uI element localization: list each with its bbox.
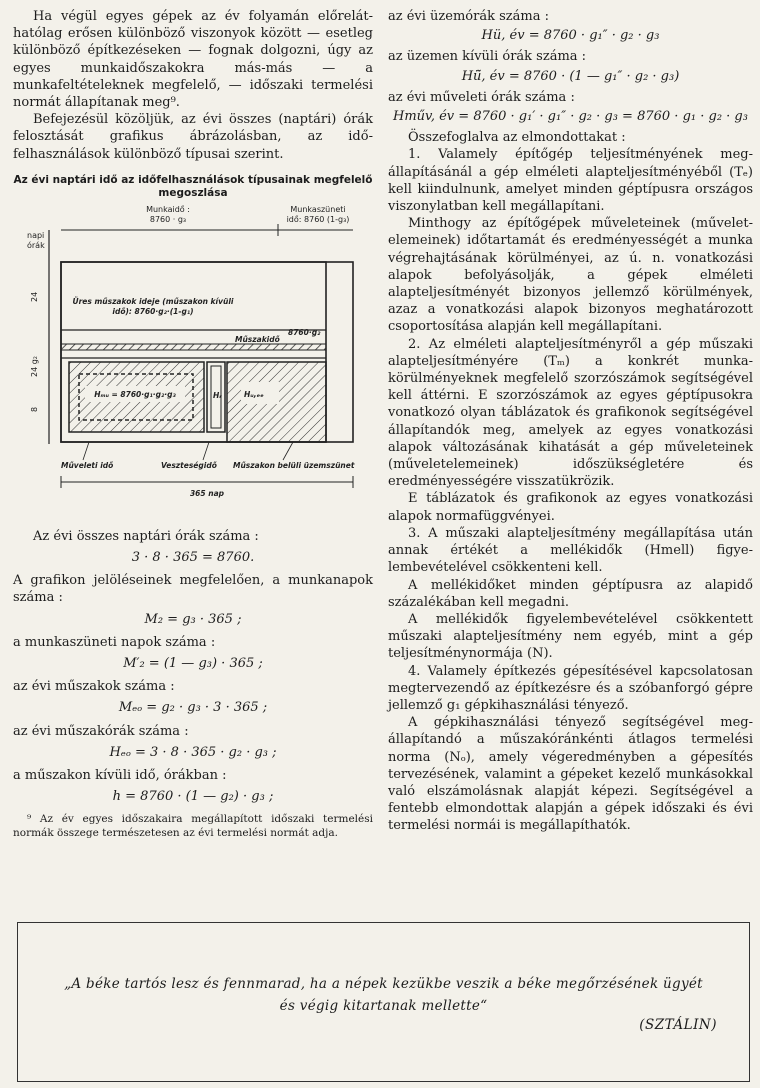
y-label-orak: órák xyxy=(27,240,45,250)
shifts-equation: Mₑₒ = g₂ · g₃ · 3 · 365 ; xyxy=(118,700,268,716)
point-3: 3. A műszaki alapteljesítmény megállapítása után annak értékét a mellékidők (Hmell) figyelembevételével csökkenteni kell. xyxy=(388,525,753,576)
non-operating-hours-equation: Hü̃, év = 8760 · (1 — g₁″ · g₂ · g₃) xyxy=(461,68,680,84)
y-label-napi: napi xyxy=(27,230,45,240)
quote-author: (SZTÁLIN) xyxy=(639,1017,717,1033)
point-2: 2. Az elméleti alapteljesítményről a gép műszaki alapteljesítményére (Tₘ) a konkrét munkakörülményeknek megfelelő szorzószámok segítségével kell áttérni. E szorzószámok az egyes géptípusokra vonatkozó olyan táblázatok és grafikonok segítségével állapítandók meg, amelyek az egyes vonatkozási alapok változásának kihatását a gép műveleteinek (műveletelemeinek) időszükségletére és eredményességére visszatükrözik. xyxy=(388,336,753,490)
shift-time-label: Műszakidő xyxy=(235,334,280,344)
operation-hours-text: az évi műveleti órák száma : xyxy=(388,89,575,105)
quote-line-2: és végig kitartanak mellette“ xyxy=(279,998,488,1014)
operating-hours-equation: Hü, év = 8760 · g₁″ · g₂ · g₃ xyxy=(481,28,660,44)
left-column xyxy=(13,8,373,840)
leader-operation xyxy=(83,442,89,460)
point-3-norm: A mellékidők figyelembevételével csökkentett műszaki alapteljesítmény nem egyéb, mint a gép teljesítménynormája (N). xyxy=(388,611,753,662)
holidays-text: a munkaszüneti napok száma : xyxy=(13,634,216,650)
point-1-continued: Minthogy az építőgépek műveleteinek (műveletelemeinek) időtartamát és eredményességét a munka végrehajtásának körülményei, az ú. n. vonatkozási alapok befolyásolják, a gépek elméleti alapteljesítményét bizonyos jellemző körülmények, azaz a vonatkozási alapok bizonyos meghatározott csoportosítása alapján kell megállapítani. xyxy=(388,216,753,335)
closing-paragraph: Befejezésül közöljük, az évi összes (naptári) órák felosztását grafikus ábrázolásban, az időfelhasználások különböző típusai szerint. xyxy=(13,112,373,162)
off-shift-equation: h = 8760 · (1 — g₂) · g₃ ; xyxy=(112,789,274,805)
point-3-continued: A mellékidőket minden géptípusra az alapidő százalékában kell megadni. xyxy=(388,577,753,610)
bottom-label-operation: Műveleti idő xyxy=(61,460,114,470)
worktime-label: Munkaidő : xyxy=(146,204,190,214)
non-operating-hours-text: az üzemen kívüli órák száma : xyxy=(388,49,587,65)
idle-shift-label: Üres műszakok ideje (műszakon kívüli xyxy=(72,296,234,306)
quote xyxy=(18,973,749,1017)
quote-line-1: „A béke tartós lesz és fennmarad, ha a népek kezükbe veszik a béke megőrzésének ügyét xyxy=(64,976,703,992)
bottom-label-loss: Veszteségidő xyxy=(161,460,217,470)
time-distribution-diagram xyxy=(13,202,373,520)
worktime-value: 8760 · g₃ xyxy=(149,214,187,224)
point-2-continued: E táblázatok és grafikonok az egyes vonatkozási alapok normafüggvényei. xyxy=(388,491,753,524)
idle-shift-value: idő): 8760·g₂·(1-g₁) xyxy=(112,306,194,316)
y-label-8: 8 xyxy=(30,406,39,412)
shift-hours-text: az évi műszakórák száma : xyxy=(13,723,189,739)
leader-loss xyxy=(203,442,209,460)
workdays-equation: M₂ = g₃ · 365 ; xyxy=(144,611,242,627)
total-hours-equation: 3 · 8 · 365 = 8760. xyxy=(131,550,255,566)
workdays-text: A grafikon jelöléseinek megfelelően, a munkanapok száma : xyxy=(13,573,373,606)
leader-stoppage xyxy=(283,442,293,460)
summary-heading: Összefoglalva az elmondottakat : xyxy=(408,130,626,146)
operation-hours-equation: Hműv, év = 8760 · g₁′ · g₁″ · g₂ · g₃ = 8760 · g₁ · g₂ · g₃ xyxy=(393,109,748,125)
footnote: ⁹ Az év egyes időszakaira megállapított időszaki termelési normák összege természetesen az évi termelési normát adja. xyxy=(13,813,373,839)
loss-time-symbol: Hᵣ xyxy=(213,390,222,400)
shifts-text: az évi műszakok száma : xyxy=(13,679,175,695)
quote-box xyxy=(17,922,750,1082)
shift-time-strip xyxy=(61,344,326,350)
operation-time-formula: Hₘᵤ = 8760·g₁·g₂·g₃ xyxy=(94,389,176,399)
point-4-continued: A gépkihasználási tényező segítségével megállapítandó a műszakóránkénti átlagos termelési norma (Nₒ), amely végeredményben a gépesítés tervezésének, valamint a gépeket kezelő munkásokkal való elszámolásnak alapját képezi. Segítségével a fentebb elmondottak alapján a gépek időszaki és évi termelési normái is megállapíthatók. xyxy=(388,715,753,834)
point-4: 4. Valamely építkezés gépesítésével kapcsolatosan megtervezendő az építkezésre és a szóbanforgó gépre jellemző g₁ gépkihasználási tényező. xyxy=(388,663,753,713)
operating-hours-text: az évi üzemórák száma : xyxy=(388,9,549,24)
bottom-label-stoppage: Műszakon belüli üzemszünet xyxy=(233,460,355,470)
figure-caption: Az évi naptári idő az időfelhasználások típusainak megfelelő megoszlása xyxy=(13,173,373,199)
y-label-24: 24 xyxy=(30,291,39,302)
intro-paragraph: Ha végül egyes gépek az év folyamán előreláthatólag erősen különböző viszonyok között — esetleg különböző építkezéseken — fognak dolgozni, úgy az egyes munkaidőszakokra más-más — a munkafeltételeknek megfelelő, — időszaki termelési normát állapítanak meg⁹. xyxy=(13,9,373,111)
stoppage-symbol: Hᵤ,ₑₑ xyxy=(244,389,264,399)
shift-time-value: 8760·g₂ xyxy=(288,327,321,337)
total-hours-text: Az évi összes naptári órák száma : xyxy=(33,528,259,544)
shift-hours-equation: Hₑₒ = 3 · 8 · 365 · g₂ · g₃ ; xyxy=(109,744,277,760)
holiday-value: idő: 8760 (1-g₃) xyxy=(286,214,350,224)
point-1: 1. Valamely építőgép teljesítményének megállapításánál a gép elméleti alapteljesítményéből (Tₑ) kell kiindulnunk, amelyet minden géptípusra országos viszonylatban kell megállapítani. xyxy=(388,147,753,215)
off-shift-text: a műszakon kívüli idő, órákban : xyxy=(13,768,227,784)
holiday-label: Munkaszüneti xyxy=(290,204,346,214)
right-column xyxy=(388,8,753,835)
days-label: 365 nap xyxy=(189,488,225,498)
holidays-equation: M′₂ = (1 — g₃) · 365 ; xyxy=(123,656,263,672)
y-label-g2: 24 g₂ xyxy=(30,355,39,377)
